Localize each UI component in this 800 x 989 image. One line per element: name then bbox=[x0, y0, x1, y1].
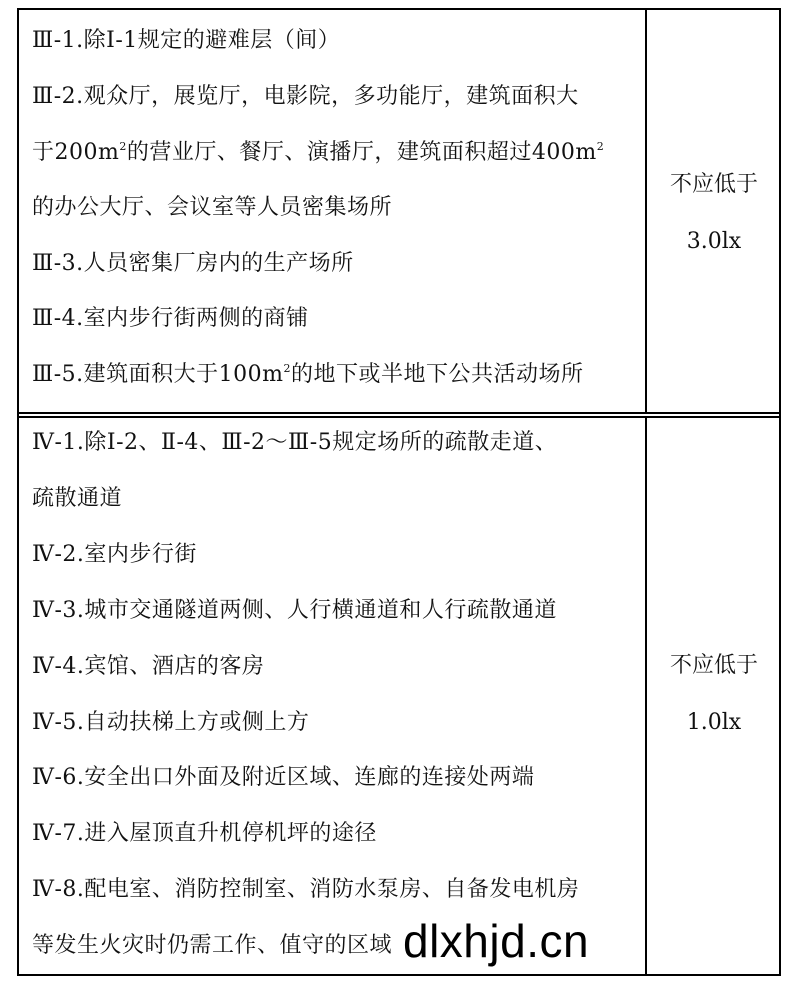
site-watermark: dlxhjd.cn bbox=[403, 915, 590, 967]
section-divider-2 bbox=[17, 416, 781, 418]
column-divider-bottom bbox=[645, 416, 647, 976]
column-divider-top bbox=[645, 8, 647, 414]
requirement-iv-line1: 不应低于 bbox=[669, 653, 758, 678]
place-item: Ⅳ-8.配电室、消防控制室、消防水泵房、自备发电机房 bbox=[32, 877, 580, 902]
place-item: Ⅳ-7.进入屋顶直升机停机坪的途径 bbox=[32, 821, 377, 846]
place-item: 等发生火灾时仍需工作、值守的区域 bbox=[32, 933, 393, 958]
place-item: Ⅳ-3.城市交通隧道两侧、人行横通道和人行疏散通道 bbox=[32, 598, 557, 623]
requirement-iii-line2: 3.0lx bbox=[686, 229, 742, 254]
place-item: 疏散通道 bbox=[32, 486, 123, 511]
place-item: 于$200m^2$的营业厅、餐厅、演播厅，建筑面积超过$400m^2$ bbox=[32, 140, 605, 165]
place-item: Ⅳ-6.安全出口外面及附近区域、连廊的连接处两端 bbox=[32, 765, 535, 790]
superscript-2: 2 bbox=[283, 362, 291, 375]
place-item: Ⅲ-3.人员密集厂房内的生产场所 bbox=[32, 251, 354, 276]
superscript-2: 2 bbox=[596, 140, 605, 153]
place-item: 的办公大厅、会议室等人员密集场所 bbox=[32, 195, 393, 220]
place-item: Ⅲ-4.室内步行街两侧的商铺 bbox=[32, 306, 309, 331]
requirement-iii-line1: 不应低于 bbox=[669, 172, 758, 197]
requirement-iv-line2: 1.0lx bbox=[686, 710, 742, 735]
place-item: Ⅳ-1.除Ⅰ-2、Ⅱ-4、Ⅲ-2～Ⅲ-5规定场所的疏散走道、 bbox=[32, 430, 558, 455]
place-item: Ⅳ-2.室内步行街 bbox=[32, 542, 197, 567]
superscript-2: 2 bbox=[119, 140, 127, 153]
place-item: Ⅲ-5.建筑面积大于$100m^2$的地下或半地下公共活动场所 bbox=[32, 362, 584, 387]
place-item: Ⅲ-1.除Ⅰ-1规定的避难层（间） bbox=[32, 28, 341, 53]
table-top-border bbox=[17, 8, 781, 10]
place-item: Ⅳ-4.宾馆、酒店的客房 bbox=[32, 654, 265, 679]
table-bottom-border bbox=[17, 974, 781, 976]
place-item: Ⅲ-2.观众厅，展览厅，电影院，多功能厅，建筑面积大 bbox=[32, 84, 579, 109]
section-divider-1 bbox=[17, 412, 781, 414]
place-item: Ⅳ-5.自动扶梯上方或侧上方 bbox=[32, 710, 310, 735]
